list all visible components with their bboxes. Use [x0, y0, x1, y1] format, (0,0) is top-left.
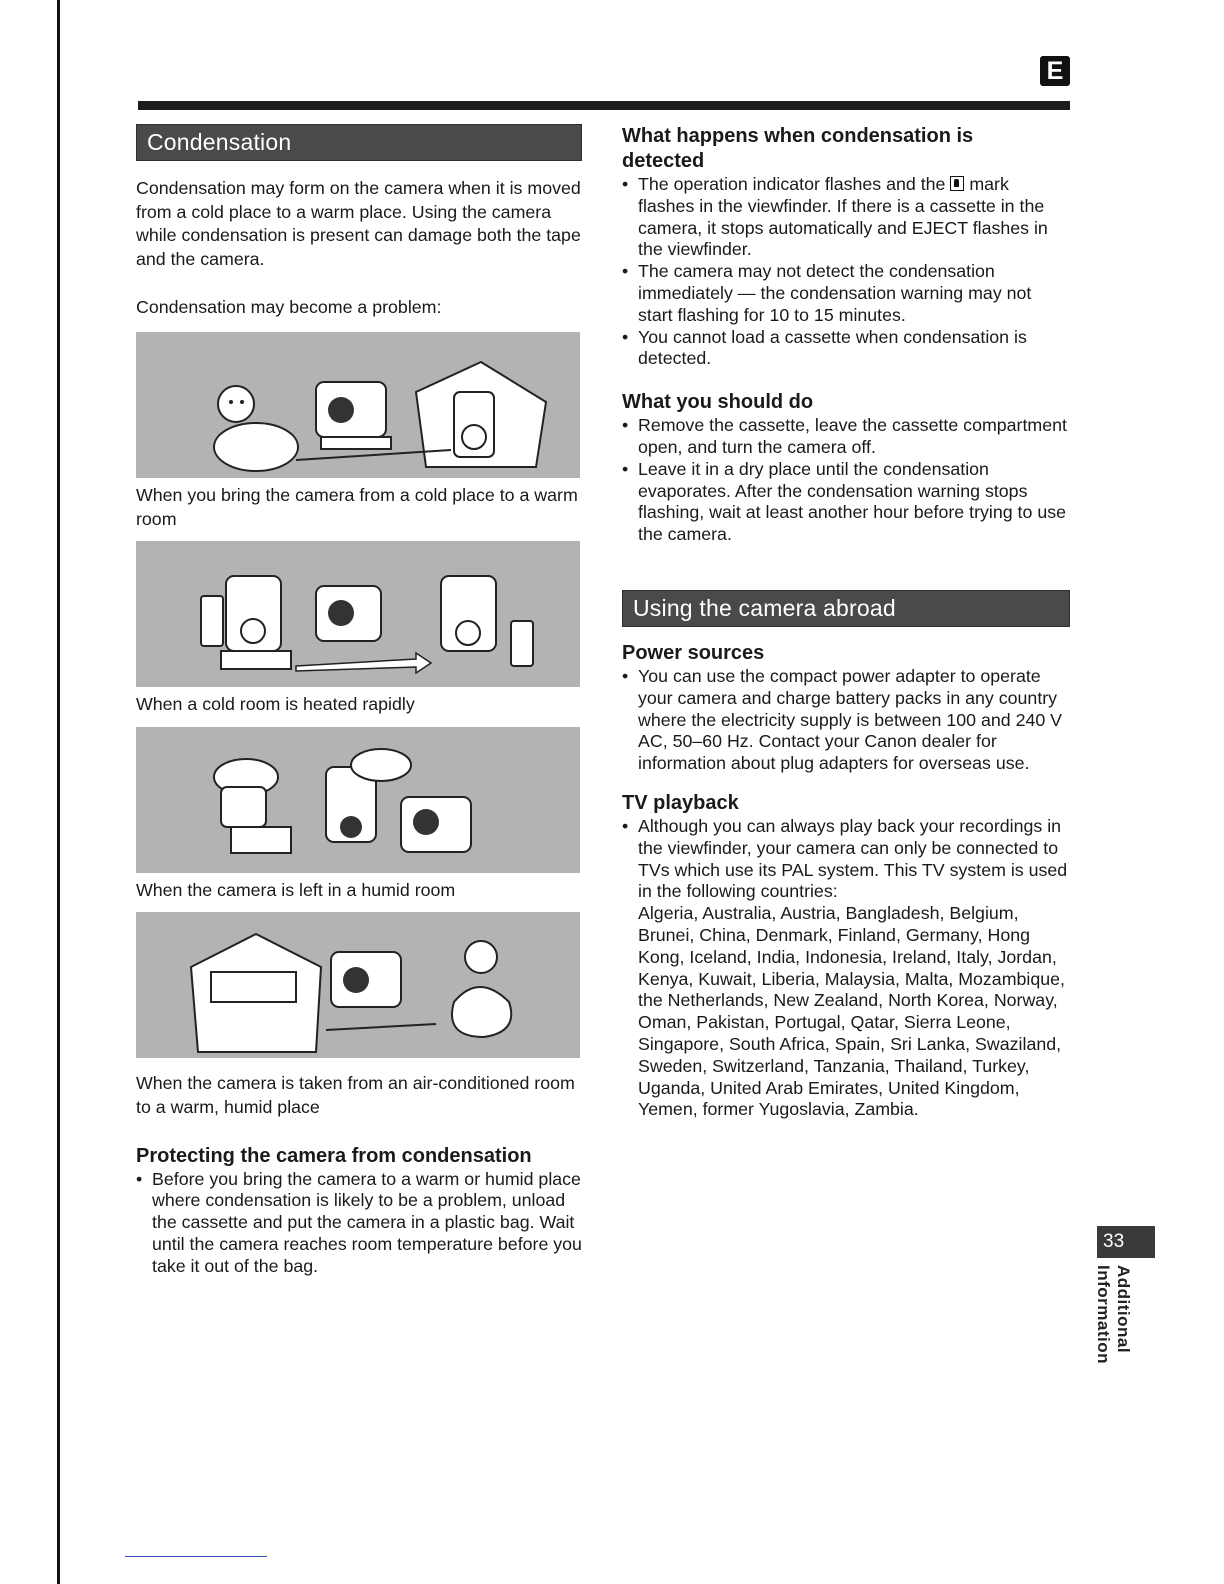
todo-item-1: • Remove the cassette, leave the cassette compartment open, and turn the camera off. — [622, 415, 1070, 459]
humidifier-camera-drawing — [136, 727, 580, 873]
tv-list — [622, 816, 1070, 903]
right-column — [622, 124, 1070, 1121]
protect-heading: Protecting the camera from condensation — [136, 1144, 532, 1167]
abroad-title: Using the camera abroad — [622, 590, 1070, 627]
power-heading: Power sources — [622, 641, 765, 664]
footer-line — [125, 1556, 267, 1557]
protect-item: • Before you bring the camera to a warm or humid place where condensation is likely to be a problem, unload the cassette and put the camera in a plastic bag. Wait until the camera reaches room temperature before you take it out of the bag. — [136, 1169, 582, 1278]
language-badge: E — [1040, 56, 1070, 86]
aircon-house-camera-drawing — [136, 912, 580, 1058]
page-number-tab: 33 — [1097, 1226, 1155, 1258]
illustration-humid-room — [136, 727, 580, 873]
header-rule — [138, 101, 1070, 110]
detected-heading: What happens when condensation is detected — [622, 125, 974, 172]
power-item: • You can use the compact power adapter to operate your camera and charge battery packs in any country where the electricity supply is between 100 and 240 V AC, 50–60 Hz. Contact your Canon dealer for information about plug adapters for overseas use. — [622, 666, 1070, 775]
protect-list — [136, 1169, 582, 1278]
detected-item-1 — [622, 174, 1070, 261]
illustration-cold-to-warm — [136, 332, 580, 478]
heater-camera-drawing — [136, 541, 580, 687]
tv-item: • Although you can always play back your recordings in the viewfinder, your camera can only be connected to TVs which use its PAL system. This TV system is used in the following countries: — [622, 816, 1070, 903]
caption-2: When a cold room is heated rapidly — [136, 694, 415, 715]
detected-list — [622, 174, 1070, 370]
pal-country-list: Algeria, Australia, Austria, Bangladesh, Belgium, Brunei, China, Denmark, Finland, Germany, Hong Kong, Iceland, India, Indonesia, Ireland, Italy, Jordan, Kenya, Kuwait, Liberia, Malaysia, Malta, Mozambique, the Netherlands, New Zealand, North Korea, Norway, Oman, Pakistan, Portugal, Qatar, Sierra Leone, Singapore, South Africa, Spain, Sri Lanka, Swaziland, Sweden, Switzerland, Tanzania, Thailand, Turkey, Uganda, United Arab Emirates, United Kingdom, Yemen, former Yugoslavia, Zambia. — [638, 903, 1065, 1120]
tv-heading: TV playback — [622, 791, 739, 814]
section-side-label — [1093, 1265, 1133, 1455]
caption-1: When you bring the camera from a cold place to a warm room — [136, 484, 578, 529]
detected-item-2: • The camera may not detect the condensation immediately — the condensation warning may not start flashing for 10 to 15 minutes. — [622, 261, 1070, 326]
section-side-label-text: Additional Information — [1094, 1265, 1133, 1364]
illustration-heated-room — [136, 541, 580, 687]
illustration-aircon-to-humid — [136, 912, 580, 1058]
condensation-title: Condensation — [136, 124, 582, 161]
snowman-camera-house-drawing — [136, 332, 580, 478]
condensation-intro: Condensation may form on the camera when it is moved from a cold place to a warm place. Using the camera while condensation is present can damage both the tape and the camera. — [136, 178, 581, 269]
left-column — [136, 124, 582, 1278]
caption-3: When the camera is left in a humid room — [136, 879, 456, 900]
caption-4: When the camera is taken from an air-conditioned room to a warm, humid place — [136, 1073, 575, 1117]
todo-list — [622, 415, 1070, 546]
detected-item-1-text-b: mark flashes in the viewfinder. If there is a cassette in the camera, it stops automatically and EJECT flashes in the viewfinder. — [638, 174, 1048, 260]
condensation-lead: Condensation may become a problem: — [136, 297, 442, 318]
detected-item-1-text-a: The operation indicator flashes and the — [638, 174, 946, 194]
todo-heading: What you should do — [622, 391, 814, 414]
binding-edge — [57, 0, 60, 1584]
todo-item-2: • Leave it in a dry place until the condensation evaporates. After the condensation warning stops flashing, wait at least another hour before trying to use the camera. — [622, 459, 1070, 546]
condensation-mark-icon — [950, 176, 964, 191]
power-list — [622, 666, 1070, 775]
detected-item-3: • You cannot load a cassette when condensation is detected. — [622, 327, 1070, 371]
